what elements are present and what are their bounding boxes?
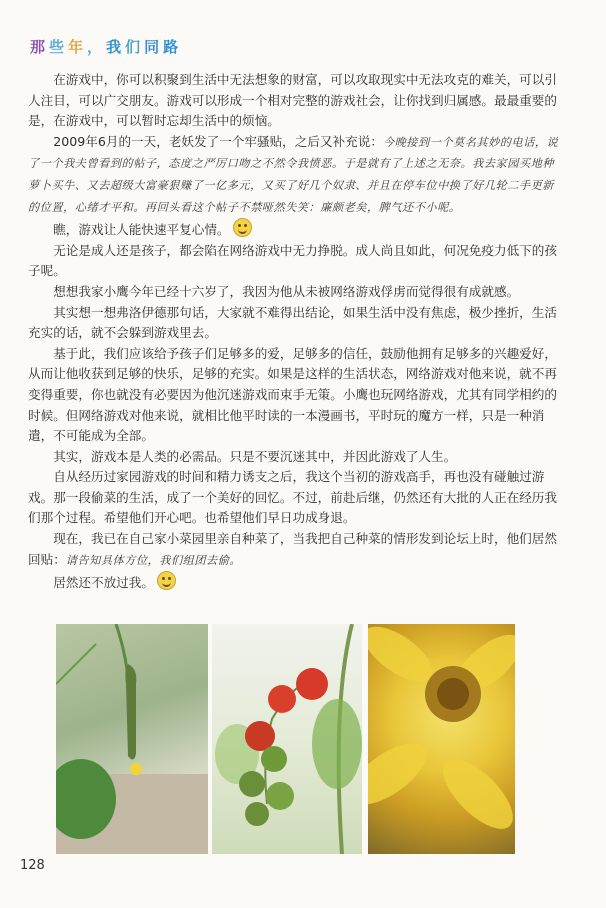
header-char: 路: [163, 38, 183, 56]
header-char: 们: [125, 38, 145, 56]
cherry-tomato-photo: [212, 624, 362, 854]
header-char: 年: [68, 38, 88, 56]
handwritten-reply: 请告知具体方位，我们组团去偷。: [65, 553, 242, 567]
paragraph-text: 居然还不放过我。: [53, 575, 154, 591]
paragraph: 在游戏中，你可以积聚到生活中无法想象的财富，可以攻取现实中无法攻克的难关，可以引人注目，可以广交朋友。游戏可以形成一个相对完整的游戏社会，让你找到归属感。最最重要的是，在游戏中，可以暂时忘却生活中的烦恼。: [28, 72, 557, 129]
paragraph: 想想我家小鹰今年已经十六岁了，我因为他从未被网络游戏俘虏而觉得很有成就感。: [53, 283, 520, 299]
paragraph: [28, 571, 563, 594]
paragraph: [28, 529, 563, 571]
paragraph: 自从经历过家园游戏的时间和精力诱支之后，我这个当初的游戏高手，再也没有碰触过游戏。那一段偷菜的生活，成了一个美好的回忆。不过，前赴后继，仍然还有大批的人正在经历我们那个过程。希望他们开心吧。也希望他们早日功成身退。: [28, 469, 557, 526]
header-char: 我: [106, 38, 126, 56]
paragraph-with-note: [28, 132, 563, 218]
paragraph: 基于此，我们应该给予孩子们足够多的爱，足够多的信任，鼓励他拥有足够多的兴趣爱好，从而让他收获到足够的快乐，足够的充实。如果是这样的生活状态，网络游戏对他来说，就不再变得重要，你也就没有必要因为他沉迷游戏而束手无策。小鹰也玩网络游戏，尤其有同学相约的时候。但网络游戏对他来说，就相比他平时读的一本漫画书，平时玩的魔方一样，只是一种消遣，不可能成为全部。: [28, 345, 557, 444]
header-char: 那: [30, 38, 50, 56]
header-char: 同: [144, 38, 164, 56]
cucumber-photo: [56, 624, 208, 854]
cucumber-illustration: [56, 624, 208, 854]
paragraph-text: 现在，我已在自己家小菜园里亲自种菜了，当我把自己种菜的情形发到论坛上时，他们居然回贴：: [28, 531, 557, 567]
handwritten-note: 今晚接到一个莫名其妙的电话，说了一个我夫曾看到的帖子，态度之严厉口吻之不然令我愤恶。于是就有了上述之无奈。我去家园买地种萝卜买牛、又去超级大富豪狠赚了一亿多元，又买了好几个奴隶、并且在停车位中换了好几轮二手更新的位置，心绪才平和。再回头看这个帖子不禁哑然失笑：廉颇老矣，脾气还不小呢。: [28, 135, 559, 214]
page-number: 128: [20, 858, 45, 873]
paragraph-lead: 2009年6月的一天，老妖发了一个牢骚贴，之后又补充说：: [53, 133, 383, 149]
sunflower-illustration: [368, 624, 515, 854]
header-char: 些: [49, 38, 69, 56]
grimace-face-icon: [157, 571, 176, 590]
paragraph-text: 瞧，游戏让人能快速平复心情。: [53, 222, 230, 238]
sunflower-photo: [368, 624, 515, 854]
paragraph: 无论是成人还是孩子，都会陷在网络游戏中无力挣脱。成人尚且如此，何况免疫力低下的孩子呢。: [28, 242, 557, 279]
page-header-title: [30, 36, 182, 57]
paragraph: [28, 218, 563, 241]
paragraph: 其实，游戏本是人类的必需品。只是不要沉迷其中，并因此游戏了人生。: [53, 448, 457, 464]
smiley-face-icon: [233, 218, 252, 237]
paragraph: 其实想一想弗洛伊德那句话，大家就不难得出结论，如果生活中没有焦虑，极少挫折，生活充实的话，就不会躲到游戏里去。: [28, 304, 557, 341]
tomato-illustration: [212, 624, 362, 854]
article-body: [28, 70, 563, 594]
header-char: ，: [87, 38, 107, 56]
